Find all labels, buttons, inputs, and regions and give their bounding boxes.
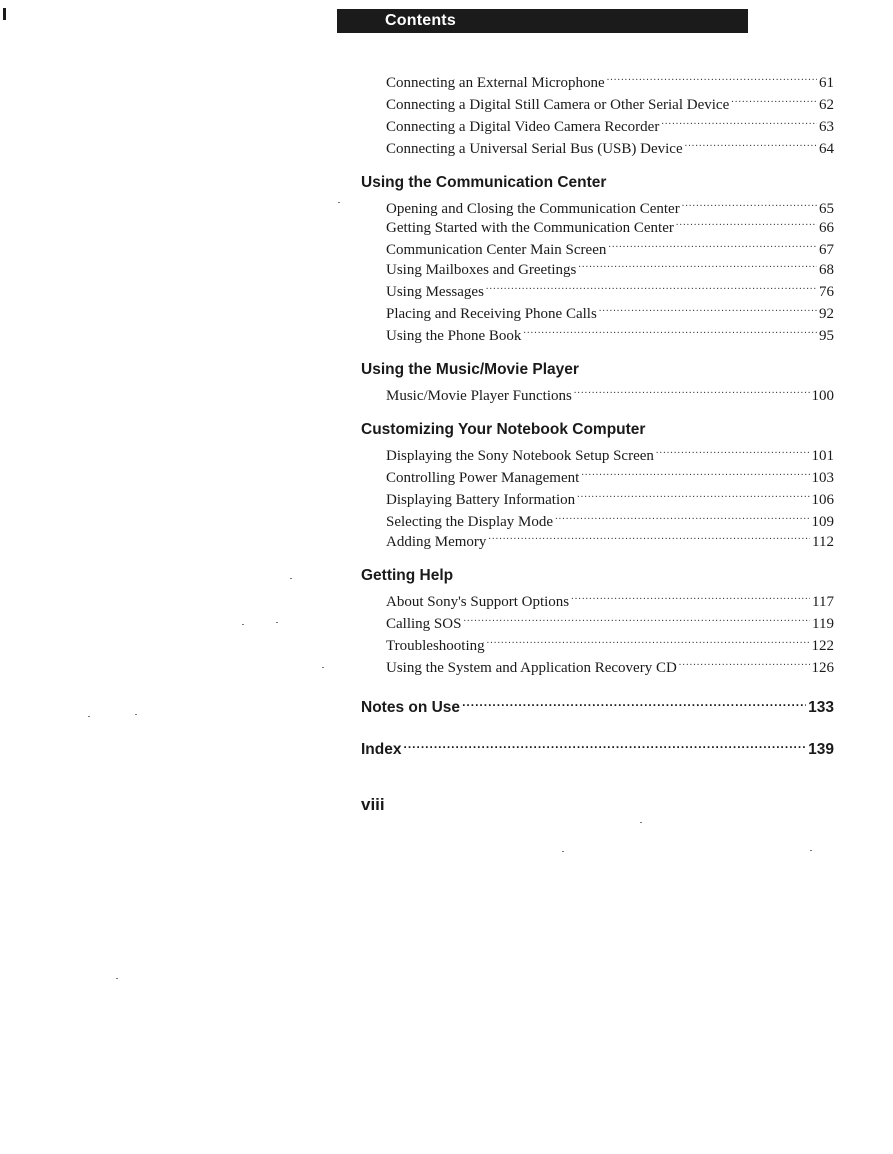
toc-entry[interactable] xyxy=(386,440,834,464)
section-heading-getting-help: Getting Help xyxy=(361,567,454,584)
toc-entry-page: 92 xyxy=(819,306,834,322)
scan-speck xyxy=(116,978,118,979)
toc-entry-label: Communication Center Main Screen xyxy=(386,242,607,258)
dot-leader xyxy=(577,484,809,504)
dot-leader xyxy=(679,652,810,672)
toc-entry-label: Displaying the Sony Notebook Setup Screen xyxy=(386,448,654,464)
toc-entry[interactable] xyxy=(386,133,834,157)
scan-speck xyxy=(810,850,812,851)
toc-entry-page: 76 xyxy=(819,284,834,300)
toc-entry[interactable] xyxy=(386,484,834,508)
dot-leader xyxy=(523,320,817,340)
toc-entry-page: 64 xyxy=(819,141,834,157)
toc-entry[interactable] xyxy=(386,276,834,300)
toc-entry[interactable] xyxy=(386,630,834,654)
toc-entry-label: Connecting an External Microphone xyxy=(386,75,605,91)
toc-entry-label: Troubleshooting xyxy=(386,638,485,654)
toc-entry[interactable] xyxy=(386,462,834,486)
toc-entry-label: Using Messages xyxy=(386,284,484,300)
dot-leader xyxy=(486,276,817,296)
toc-entry-page: 103 xyxy=(811,470,834,486)
toc-entry-page: 61 xyxy=(819,75,834,91)
dot-leader xyxy=(488,526,810,546)
dot-leader xyxy=(571,586,810,606)
toc-entry-label: Using the System and Application Recovery CD xyxy=(386,660,677,676)
dot-leader xyxy=(656,440,810,460)
contents-title: Contents xyxy=(385,12,456,29)
toc-entry-label: Controlling Power Management xyxy=(386,470,580,486)
section-heading-communication-center: Using the Communication Center xyxy=(361,174,607,191)
toc-major-label: Notes on Use xyxy=(361,699,461,716)
toc-entry-page: 109 xyxy=(811,514,834,530)
scan-speck xyxy=(276,622,278,623)
toc-entry[interactable] xyxy=(386,111,834,135)
toc-entry[interactable] xyxy=(386,89,834,113)
toc-entry[interactable] xyxy=(386,67,834,91)
toc-entry-page: 117 xyxy=(812,594,834,610)
scan-speck xyxy=(562,851,564,852)
toc-entry-page: 66 xyxy=(819,220,834,236)
dot-leader xyxy=(403,732,806,754)
dot-leader xyxy=(463,608,810,628)
toc-entry[interactable] xyxy=(386,506,834,530)
dot-leader xyxy=(685,133,817,153)
dot-leader xyxy=(607,67,817,87)
toc-entry-page: 68 xyxy=(819,262,834,278)
toc-entry[interactable] xyxy=(386,380,834,404)
toc-entry-label: Connecting a Digital Still Camera or Other Serial Device xyxy=(386,97,730,113)
dot-leader xyxy=(608,234,817,254)
scan-speck xyxy=(338,202,340,203)
scan-speck xyxy=(88,716,90,717)
dot-leader xyxy=(661,111,817,131)
toc-entry-label: Adding Memory xyxy=(386,534,487,550)
contents-header-bar xyxy=(337,9,748,33)
toc-entry-page: 63 xyxy=(819,119,834,135)
toc-entry[interactable] xyxy=(386,608,834,632)
toc-entry[interactable] xyxy=(386,586,834,610)
toc-entry-label: About Sony's Support Options xyxy=(386,594,570,610)
toc-entry-label: Connecting a Digital Video Camera Recorder xyxy=(386,119,660,135)
toc-entry-page: 65 xyxy=(819,201,834,217)
toc-entry[interactable] xyxy=(386,234,834,258)
toc-entry-label: Calling SOS xyxy=(386,616,462,632)
toc-entry[interactable] xyxy=(386,212,834,236)
toc-entry[interactable] xyxy=(386,254,834,278)
toc-major-entry-index[interactable] xyxy=(361,732,834,758)
page-number: viii xyxy=(361,795,385,814)
toc-entry-page: 100 xyxy=(811,388,834,404)
page-edge-mark xyxy=(3,8,6,20)
dot-leader xyxy=(555,506,809,526)
toc-entry-label: Using Mailboxes and Greetings xyxy=(386,262,577,278)
toc-entry-page: 122 xyxy=(811,638,834,654)
scan-speck xyxy=(290,578,292,579)
section-heading-music-movie-player: Using the Music/Movie Player xyxy=(361,361,579,378)
toc-entry-page: 126 xyxy=(811,660,834,676)
section-heading-customizing: Customizing Your Notebook Computer xyxy=(361,421,646,438)
dot-leader xyxy=(462,690,806,712)
dot-leader xyxy=(574,380,810,400)
toc-entry-label: Placing and Receiving Phone Calls xyxy=(386,306,597,322)
scan-speck xyxy=(135,714,137,715)
toc-entry-page: 95 xyxy=(819,328,834,344)
toc-entry-label: Selecting the Display Mode xyxy=(386,514,554,530)
toc-entry-label: Displaying Battery Information xyxy=(386,492,576,508)
toc-entry-label: Connecting a Universal Serial Bus (USB) Device xyxy=(386,141,683,157)
toc-entry-page: 67 xyxy=(819,242,834,258)
toc-entry-label: Opening and Closing the Communication Center xyxy=(386,201,680,217)
toc-entry-page: 112 xyxy=(812,534,834,550)
toc-entry-label: Using the Phone Book xyxy=(386,328,522,344)
scan-speck xyxy=(242,624,244,625)
dot-leader xyxy=(599,298,817,318)
toc-entry-page: 101 xyxy=(811,448,834,464)
dot-leader xyxy=(578,254,817,274)
dot-leader xyxy=(676,212,817,232)
toc-entry[interactable] xyxy=(386,298,834,322)
dot-leader xyxy=(581,462,809,482)
dot-leader xyxy=(682,193,817,213)
toc-major-entry-notes-on-use[interactable] xyxy=(361,690,834,716)
toc-entry-page: 119 xyxy=(812,616,834,632)
dot-leader xyxy=(731,89,817,109)
toc-entry-label: Music/Movie Player Functions xyxy=(386,388,572,404)
scan-speck xyxy=(322,667,324,668)
scan-speck xyxy=(640,822,642,823)
toc-entry[interactable] xyxy=(386,652,834,676)
toc-entry[interactable] xyxy=(386,320,834,344)
toc-entry[interactable] xyxy=(386,193,834,217)
toc-entry-page: 106 xyxy=(811,492,834,508)
toc-major-page: 133 xyxy=(808,699,834,716)
dot-leader xyxy=(487,630,810,650)
toc-major-label: Index xyxy=(361,741,402,758)
toc-entry-label: Getting Started with the Communication Center xyxy=(386,220,674,236)
toc-entry-page: 62 xyxy=(819,97,834,113)
toc-major-page: 139 xyxy=(808,741,834,758)
toc-entry[interactable] xyxy=(386,526,834,550)
